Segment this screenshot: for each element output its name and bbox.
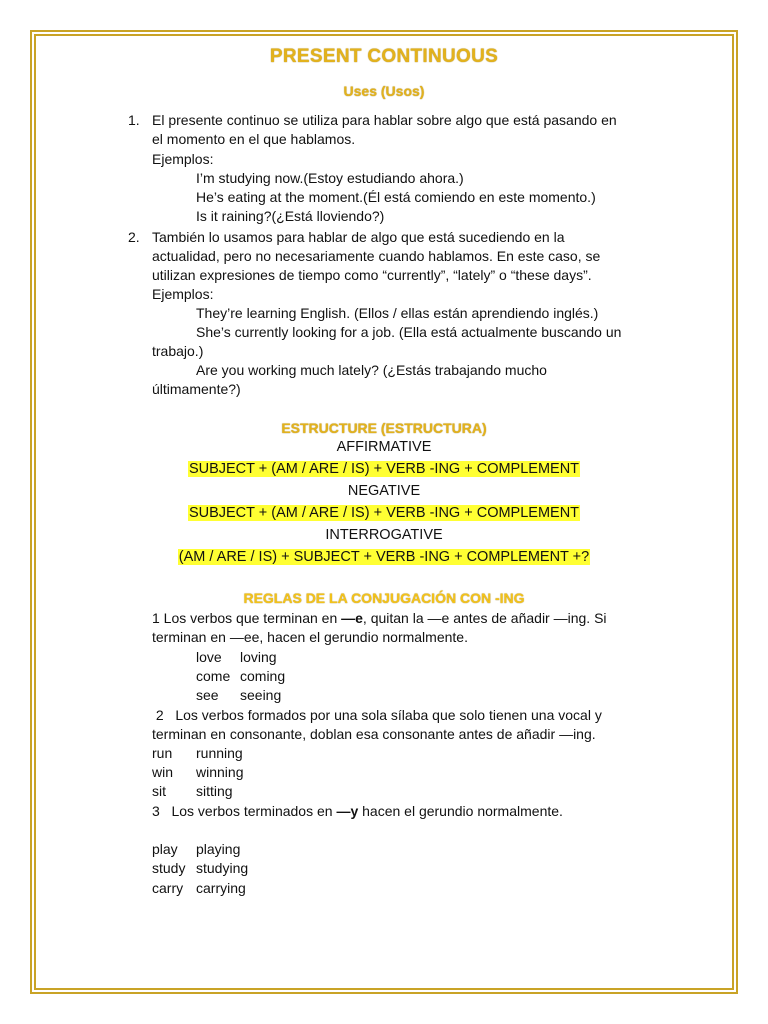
pair-base: love	[196, 649, 222, 665]
pair-base: come	[196, 668, 231, 684]
use1-example-2: He’s eating at the moment.(Él está comiendo en este momento.)	[196, 189, 596, 205]
pair-ing: studying	[196, 860, 249, 876]
pair-base: play	[152, 841, 178, 857]
interrogative-formula	[0, 547, 768, 567]
affirmative-formula	[0, 459, 768, 479]
rule1-line2: terminan en —ee, hacen el gerundio normalmente.	[152, 629, 468, 645]
use1-example-3: Is it raining?(¿Está lloviendo?)	[196, 208, 385, 224]
pair-ing: running	[196, 745, 243, 761]
pair-ing: carrying	[196, 880, 246, 896]
use1-text-line1: El presente continuo se utiliza para hablar sobre algo que está pasando en	[152, 112, 617, 128]
interrogative-formula-text: (AM / ARE / IS) + SUBJECT + VERB -ING + COMPLEMENT +?	[178, 549, 590, 565]
affirmative-label: AFFIRMATIVE	[336, 439, 432, 455]
rule3-text-pre: 3 Los verbos terminados en	[152, 803, 337, 819]
pair-ing: loving	[240, 649, 277, 665]
use2-example-3a: Are you working much lately? (¿Estás trabajando mucho	[196, 362, 547, 378]
use2-text-line1: También lo usamos para hablar de algo que está sucediendo en la	[152, 229, 565, 245]
rule1-text-bold: —e	[341, 610, 363, 626]
use1-examples-label: Ejemplos:	[152, 151, 214, 167]
negative-label: NEGATIVE	[347, 483, 421, 499]
rule3-text-post: hacen el gerundio normalmente.	[358, 803, 563, 819]
uses-heading: Uses (Usos)	[343, 83, 425, 99]
use1-number: 1.	[128, 112, 140, 128]
use2-example-2a: She’s currently looking for a job. (Ella está actualmente buscando un	[196, 324, 622, 340]
pair-ing: seeing	[240, 687, 282, 703]
rule2-line1: 2 Los verbos formados por una sola sílaba que solo tienen una vocal y	[152, 707, 602, 723]
use2-example-1: They’re learning English. (Ellos / ellas están aprendiendo inglés.)	[196, 305, 599, 321]
structure-heading: ESTRUCTURE (ESTRUCTURA)	[281, 420, 487, 436]
negative-formula	[0, 503, 768, 523]
rule2-line2: terminan en consonante, doblan esa consonante antes de añadir —ing.	[152, 726, 596, 742]
pair-base: see	[196, 687, 219, 703]
use2-text-line3: utilizan expresiones de tiempo como “currently”, “lately” o “these days”.	[152, 267, 592, 283]
pair-base: carry	[152, 880, 184, 896]
use2-example-3b: últimamente?)	[152, 381, 241, 397]
pair-ing: sitting	[196, 783, 233, 799]
interrogative-label: INTERROGATIVE	[325, 527, 443, 543]
page-title: PRESENT CONTINUOUS	[269, 46, 499, 67]
use2-example-2b: trabajo.)	[152, 343, 204, 359]
rule1-line1	[152, 609, 607, 628]
use2-text-line2: actualidad, pero no necesariamente cuando hablamos. En este caso, se	[152, 248, 601, 264]
pair-base: run	[152, 745, 173, 761]
pair-base: study	[152, 860, 186, 876]
pair-ing: playing	[196, 841, 241, 857]
pair-ing: winning	[196, 764, 244, 780]
use1-text-line2: el momento en el que hablamos.	[152, 131, 356, 147]
rule3-line1	[152, 802, 563, 821]
rule3-text-bold: —y	[336, 803, 359, 819]
pair-ing: coming	[240, 668, 286, 684]
rule1-text-post: , quitan la —e antes de añadir —ing. Si	[362, 610, 607, 626]
negative-formula-text: SUBJECT + (AM / ARE / IS) + VERB -ING + COMPLEMENT	[188, 505, 580, 521]
affirmative-formula-text: SUBJECT + (AM / ARE / IS) + VERB -ING + COMPLEMENT	[188, 461, 580, 477]
use2-examples-label: Ejemplos:	[152, 286, 214, 302]
rule1-text-pre: 1 Los verbos que terminan en	[152, 610, 342, 626]
use1-example-1: I’m studying now.(Estoy estudiando ahora.)	[196, 170, 464, 186]
use2-number: 2.	[128, 229, 140, 245]
pair-base: sit	[152, 783, 166, 799]
rules-heading: REGLAS DE LA CONJUGACIÓN CON -ING	[243, 590, 525, 606]
pair-base: win	[152, 764, 174, 780]
